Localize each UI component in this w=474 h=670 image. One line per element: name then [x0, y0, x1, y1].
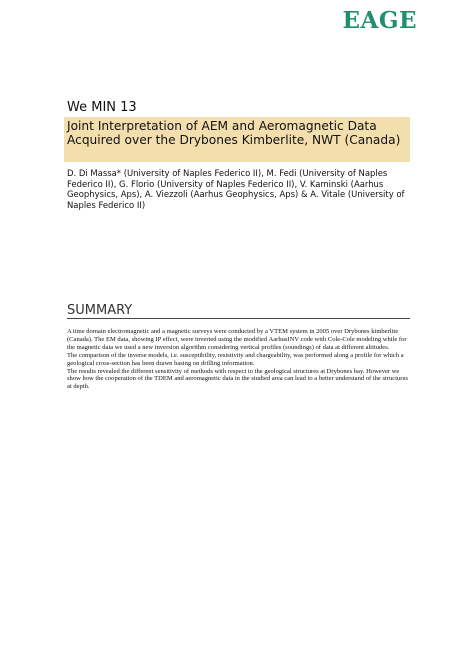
author-list: D. Di Massa* (University of Naples Federico II), M. Fedi (University of Naples Federico II), G. Florio (University of Naples Federico II), V. Kaminski (Aarhus Geophysics, Aps), A. Viezzoli (Aarhus Geophysics, Aps) & A. Vitale (University of Naples Federico II) [67, 168, 405, 210]
paper-title: Joint Interpretation of AEM and Aeromagnetic Data Acquired over the Drybones Kimberlite, NWT (Canada) [67, 119, 401, 147]
eage-logo: EAGE [342, 7, 417, 34]
summary-paragraph: The comparison of the inverse models, i.e. susceptibility, resistivity and chargeability, was performed along a profile for which a geological cross-section has been drawn basing on drilling information. [67, 351, 404, 367]
summary-divider [67, 318, 410, 319]
summary-body [67, 328, 412, 391]
summary-heading: SUMMARY [67, 303, 133, 318]
summary-paragraph: A time domain electromagnetic and a magnetic surveys were conducted by a VTEM system in 2005 over Drybones kimberlite (Canada). The EM data, showing IP effect, were inverted using the modified AarhusINV code with Cole-Cole modeling while for the magnetic data we used a new inversion algorithm considering vertical profiles (soundings) of data at different altitudes. [67, 328, 407, 351]
session-code: We MIN 13 [67, 100, 137, 115]
title-highlight-box [64, 117, 410, 162]
summary-paragraph: The results revealed the different sensitivity of methods with respect to the geological structures at Drybones bay. However we show how the cooperation of the TDEM and aeromagnetic data in the studied area can lead to a better understand of the structures at depth. [67, 367, 408, 391]
